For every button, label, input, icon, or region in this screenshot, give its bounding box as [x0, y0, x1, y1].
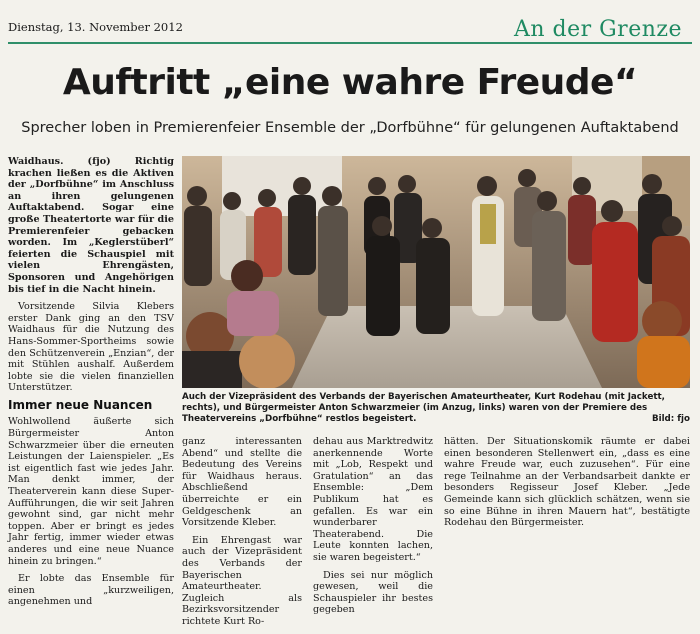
lead-paragraph: Waidhaus. (fjo) Richtig krachen ließen es die Aktiven der „Dorfbühne“ im Anschluss an ihren gelungenen Auftaktabend. Sogar eine große Theatertorte war für die Premierenfeier gebacken worden. Im „Keglerstüberl“ feierten die Schauspiel mit vielen Ehrengästen, Sponsoren und Angehörigen bis tief in die Nacht hinein.	[8, 156, 174, 295]
section-title: An der Grenze	[513, 17, 682, 42]
paragraph: hätten. Der Situationskomik räumte er dabei einen besonderen Stellenwert ein, „dass es eine wahre Freude war, euch zuzusehen“. Für eine rege Teilnahme an der Verbandsarbeit dankte er besonders Regisseur Josef Kleber. „Jede Gemeinde kann sich glücklich schätzen, wenn sie so eine Bühne in ihren Mauern hat“, bestätigte Rodehau den Bürgermeister.	[444, 436, 690, 529]
photo-credit: Bild: fjo	[651, 414, 690, 424]
column-1	[8, 156, 174, 614]
event-photo	[182, 156, 690, 388]
column-2	[182, 436, 302, 634]
paragraph: dehau aus Marktredwitz anerkennende Worte mit „Lob, Respekt und Gratulation“ an das Ensemble: „Dem Publikum hat es gefallen. Es war ein wunderbarer Theaterabend. Die Leute konnten lachen, sie waren begeistert.“	[313, 436, 433, 563]
article-subheadline: Sprecher loben in Premierenfeier Ensemble der „Dorfbühne“ für gelungenen Auftaktabend	[21, 120, 679, 136]
caption-text: Auch der Vizepräsident des Verbands der Bayerischen Amateurtheater, Kurt Rodehau (mit Jackett, rechts), und Bürgermeister Anton Schwarzmeier (im Anzug, links) waren von der Premiere des Theatervereins „Dorfbühne“ restlos begeistert.	[182, 392, 665, 424]
paragraph: Vorsitzende Silvia Klebers erster Dank ging an den TSV Waidhaus für die Nutzung des Hans-Sommer-Sportheims sowie den Schützenverein „Enzian“, der mit Stühlen aushalf. Außerdem lobte sie die vielen finanziellen Unterstützer.	[8, 301, 174, 394]
photo-caption	[182, 392, 690, 425]
issue-date: Dienstag, 13. November 2012	[8, 20, 183, 34]
crowd-photo-illustration	[182, 156, 690, 388]
column-4	[444, 436, 690, 535]
paragraph: Ein Ehrengast war auch der Vizepräsident des Verbands der Bayerischen Amateurtheater. Zugleich als Bezirksvorsitzender richtete Kurt Ro-	[182, 534, 302, 627]
subheading: Immer neue Nuancen	[8, 397, 153, 412]
paragraph: Wohlwollend äußerte sich Bürgermeister Anton Schwarzmeier über die erneuten Leistungen der Laienspieler. „Es ist eigentlich fast wie jedes Jahr. Man denkt immer, der Theaterverein kann diese Super-Aufführungen, die wir seit Jahren gewohnt sind, gar nicht mehr toppen. Aber er bringt es jedes Jahr fertig, immer wieder etwas anderes und eine neue Nuance hinein zu bringen.“	[8, 416, 174, 567]
column-3	[313, 436, 433, 622]
paragraph: Dies sei nur möglich gewesen, weil die Schauspieler ihr bestes gegeben	[313, 569, 433, 616]
header-rule	[8, 42, 692, 44]
paragraph: ganz interessanten Abend“ und stellte die Bedeutung des Vereins für Waidhaus heraus. Abschließend überreichte er ein Geldgeschenk an Vorsitzende Kleber.	[182, 436, 302, 529]
paragraph: Er lobte das Ensemble für einen „kurzweiligen, angenehmen und	[8, 573, 174, 608]
article-headline: Auftritt „eine wahre Freude“	[62, 62, 638, 103]
